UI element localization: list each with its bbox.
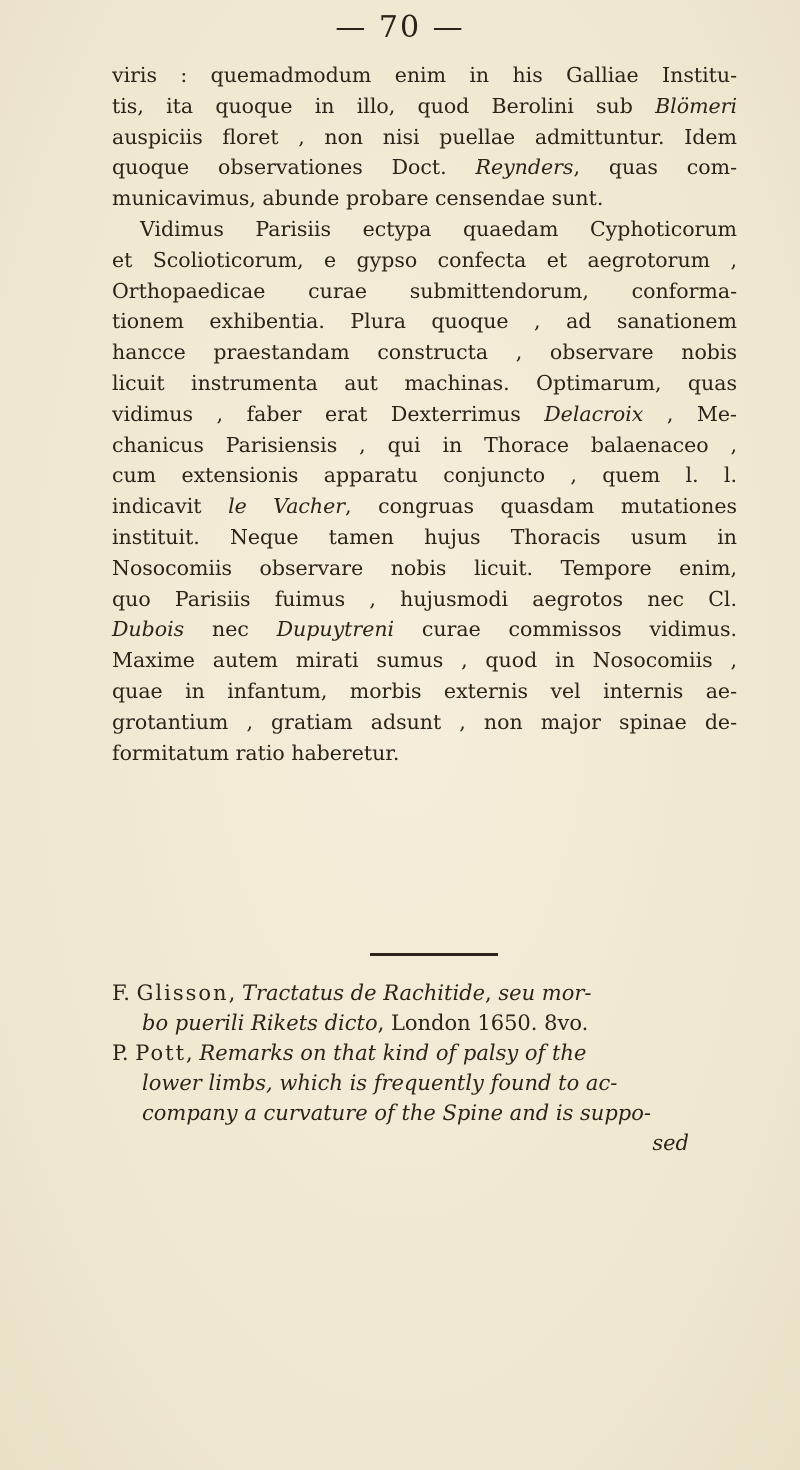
body-text: Maxime autem mirati sumus , quod in Nosocomiis , <box>112 648 737 673</box>
references-text: P. <box>112 1041 136 1065</box>
body-text <box>112 60 737 768</box>
body-text: Vidimus Parisiis ectypa quaedam Cyphoticorum <box>140 216 737 241</box>
body-line <box>112 430 737 461</box>
references-text: Pott <box>135 1041 187 1065</box>
body-text: quoque observationes Doct. <box>112 155 476 180</box>
body-text: , Me- <box>643 401 737 426</box>
body-line <box>112 91 737 122</box>
references-text: lower limbs, which is frequently found to ac- <box>142 1071 618 1095</box>
body-line <box>112 245 737 276</box>
body-text: licuit instrumenta aut machinas. Optimarum, quas <box>112 370 737 395</box>
body-text: viris : quemadmodum enim in his Galliae Institu- <box>112 63 737 87</box>
section-divider <box>370 953 498 956</box>
body-text: et Scolioticorum, e gypso confecta et aegrotorum , <box>112 247 737 272</box>
body-text: indicavit <box>112 494 229 519</box>
body-text: Blömeri <box>655 93 737 118</box>
body-text: Nosocomiis observare nobis licuit. Tempore enim, <box>112 555 737 580</box>
body-text: Dupuytreni <box>276 617 395 642</box>
body-text: Dubois <box>112 617 185 642</box>
references <box>112 978 737 1158</box>
references-text: Tractatus de Rachitide <box>241 981 486 1005</box>
body-text: auspiciis floret , non nisi puellae admittuntur. Idem <box>112 124 737 149</box>
body-text: Reynders <box>475 155 574 180</box>
body-line <box>112 491 737 522</box>
body-text: municavimus, abunde probare censendae sunt. <box>112 186 604 211</box>
references-text: sed <box>652 1131 689 1155</box>
body-text: hancce praestandam constructa , observare nobis <box>112 340 737 365</box>
references-line <box>112 1038 737 1068</box>
references-text: , <box>228 981 242 1005</box>
references-text: , London 1650. 8vo. <box>377 1011 589 1035</box>
body-line <box>112 60 737 91</box>
body-line <box>112 337 737 368</box>
references-text: Remarks on that kind of palsy of the <box>199 1041 587 1065</box>
body-line <box>112 306 737 337</box>
body-text: curae commissos vidimus. <box>394 617 737 642</box>
body-text: chanicus Parisiensis , qui in Thorace balaenaceo , <box>112 432 737 457</box>
references-line <box>112 1068 737 1098</box>
references-text: , <box>485 981 499 1005</box>
body-text: le Vacher <box>228 494 346 519</box>
body-text: tis, ita quoque in illo, quod Berolini sub <box>112 93 656 118</box>
references-line <box>112 1008 737 1038</box>
body-text: tionem exhibentia. Plura quoque , ad sanationem <box>112 309 737 334</box>
body-line <box>112 399 737 430</box>
references-line <box>112 978 737 1008</box>
body-text: grotantium , gratiam adsunt , non major spinae de- <box>112 709 737 734</box>
body-line <box>112 214 737 245</box>
references-text: F. <box>112 981 137 1005</box>
body-text: , quas com- <box>573 155 737 180</box>
body-line <box>112 707 737 738</box>
references-line <box>112 1098 737 1128</box>
body-line <box>112 584 737 615</box>
body-line <box>112 122 737 153</box>
body-text: , congruas quasdam mutationes <box>345 494 737 519</box>
body-line <box>112 614 737 645</box>
references-text: Glisson <box>136 981 229 1005</box>
body-text: formitatum ratio haberetur. <box>112 740 400 765</box>
references-text: company a curvature of the Spine and is suppo- <box>142 1101 651 1125</box>
body-line <box>112 676 737 707</box>
body-line <box>112 183 737 214</box>
page-number: — 70 — <box>335 10 465 45</box>
references-line <box>112 1128 737 1158</box>
body-text: instituit. Neque tamen hujus Thoracis usum in <box>112 524 737 549</box>
body-text: cum extensionis apparatu conjuncto , quem l. l. <box>112 463 737 488</box>
body-text: quo Parisiis fuimus , hujusmodi aegrotos nec Cl. <box>112 586 737 611</box>
body-line <box>112 276 737 307</box>
body-line <box>112 460 737 491</box>
references-text: seu mor- <box>498 981 592 1005</box>
body-line <box>112 738 737 769</box>
references-text: bo puerili Rikets dicto <box>142 1011 378 1035</box>
body-line <box>112 645 737 676</box>
body-line <box>112 152 737 183</box>
body-text: Delacroix <box>544 401 644 426</box>
body-text: quae in infantum, morbis externis vel internis ae- <box>112 678 737 703</box>
body-text: vidimus , faber erat Dexterrimus <box>112 401 545 426</box>
references-text: , <box>186 1041 200 1065</box>
body-text: Orthopaedicae curae submittendorum, conforma- <box>112 278 737 303</box>
body-line <box>112 553 737 584</box>
body-text: nec <box>184 617 277 642</box>
body-line <box>112 522 737 553</box>
body-line <box>112 368 737 399</box>
